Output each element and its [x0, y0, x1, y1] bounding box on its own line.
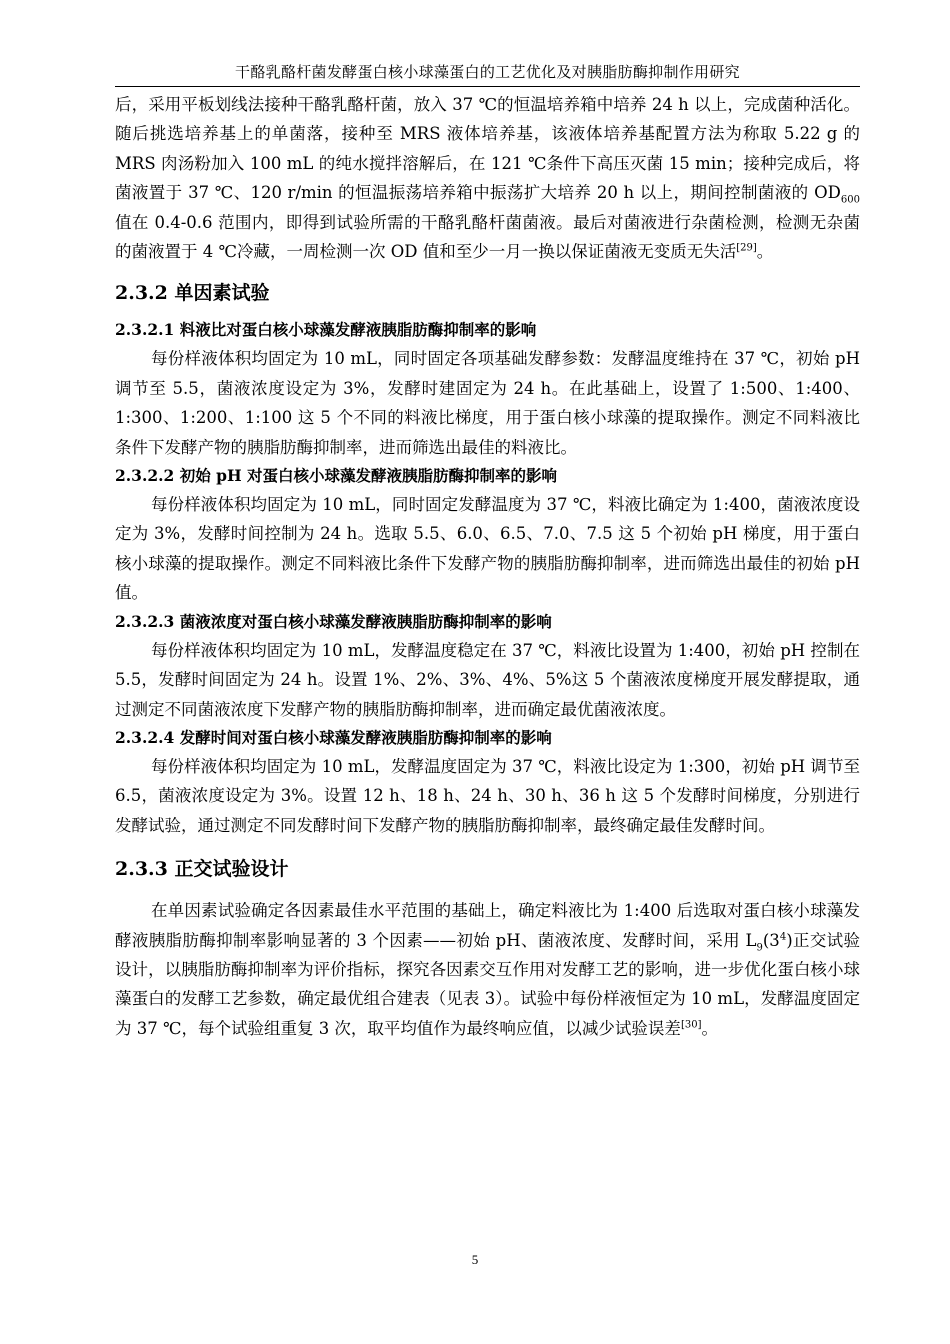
- page-number: 5: [471, 1252, 479, 1267]
- paragraph-2-3-2-2: 每份样液体积均固定为 10 mL，同时固定发酵温度为 37 ℃，料液比确定为 1:400，菌液浓度设定为 3%，发酵时间控制为 24 h。选取 5.5、6.0、6.5、7.0、7.5 这 5 个初始 pH 梯度，用于蛋白核小球藻的提取操作。测定不同料液比条件下发酵产物的胰脂肪酶抑制率，进而筛选出最佳的初始 pH 值。: [115, 495, 860, 603]
- subsection-heading-2-3-2-4: 2.3.2.4 发酵时间对蛋白核小球藻发酵液胰脂肪酶抑制率的影响: [115, 727, 552, 747]
- intro-paragraph: [115, 90, 860, 266]
- orthogonal-text-b: (3: [762, 930, 780, 950]
- header-rule: [115, 86, 860, 87]
- paragraph-2-3-2-4: 每份样液体积均固定为 10 mL，发酵温度固定为 37 ℃，料液比设定为 1:300，初始 pH 调节至 6.5，菌液浓度设定为 3%。设置 12 h、18 h、24 h、30 h、36 h 这 5 个发酵时间梯度，分别进行发酵试验，通过测定不同发酵时间下发酵产物的胰脂肪酶抑制率，最终确定最佳发酵时间。: [115, 756, 860, 835]
- od-subscript: 600: [840, 194, 860, 206]
- orthogonal-text-d: 。: [701, 1018, 718, 1038]
- paragraph-2-3-2-3: 每份样液体积均固定为 10 mL，发酵温度稳定在 37 ℃，料液比设置为 1:400，初始 pH 控制在 5.5，发酵时间固定为 24 h。设置 1%、2%、3%、4%、5%这 5 个菌液浓度梯度开展发酵提取，通过测定不同菌液浓度下发酵产物的胰脂肪酶抑制率，进而确定最优菌液浓度。: [115, 640, 860, 719]
- subsection-heading-2-3-2-2: 2.3.2.2 初始 pH 对蛋白核小球藻发酵液胰脂肪酶抑制率的影响: [115, 466, 558, 486]
- intro-text-a: 后，采用平板划线法接种干酪乳酪杆菌，放入 37 ℃的恒温培养箱中培养 24 h 以上，完成菌种活化。随后挑选培养基上的单菌落，接种至 MRS 液体培养基，该液体培养基配置方法为称取 5.22 g 的 MRS 肉汤粉加入 100 mL 的纯水搅拌溶解后，在 121 ℃条件下高压灭菌 15 min；接种完成后，将菌液置于 37 ℃、120 r/min 的恒温振荡培养箱中振荡扩大培养 20 h 以上，期间控制菌液的 OD: [115, 95, 860, 203]
- section-heading-2-3-3: 2.3.3 正交试验设计: [115, 858, 289, 881]
- intro-text-b: 值在 0.4-0.6 范围内，即得到试验所需的干酪乳酪杆菌菌液。最后对菌液进行杂菌检测，检测无杂菌的菌液置于 4 ℃冷藏，一周检测一次 OD 值和至少一月一换以保证菌液无变质无失活: [115, 212, 860, 262]
- intro-text-c: 。: [756, 242, 774, 262]
- citation-29: [29]: [736, 242, 757, 254]
- l9-subscript: 9: [756, 941, 763, 953]
- section-heading-2-3-2: 2.3.2 单因素试验: [115, 282, 270, 305]
- main-content: [115, 90, 860, 1043]
- paragraph-2-3-3: [115, 896, 860, 1043]
- running-header: 干酪乳酪杆菌发酵蛋白核小球藻蛋白的工艺优化及对胰脂肪酶抑制作用研究: [235, 63, 740, 81]
- orthogonal-text-c: )正交试验设计，以胰脂肪酶抑制率为评价指标，探究各因素交互作用对发酵工艺的影响，进一步优化蛋白核小球藻蛋白的发酵工艺参数，确定最优组合建表（见表 3）。试验中每份样液恒定为 10 mL，发酵温度固定为 37 ℃，每个试验组重复 3 次，取平均值作为最终响应值，以减少试验误差: [115, 930, 861, 1038]
- l9-superscript: 4: [779, 931, 787, 943]
- orthogonal-text-a: 在单因素试验确定各因素最佳水平范围的基础上，确定料液比为 1:400 后选取对蛋白核小球藻发酵液胰脂肪酶抑制率影响显著的 3 个因素——初始 pH、菌液浓度、发酵时间，采用 L: [115, 901, 860, 950]
- citation-30: [30]: [680, 1019, 702, 1031]
- subsection-heading-2-3-2-1: 2.3.2.1 料液比对蛋白核小球藻发酵液胰脂肪酶抑制率的影响: [115, 320, 537, 340]
- subsection-heading-2-3-2-3: 2.3.2.3 菌液浓度对蛋白核小球藻发酵液胰脂肪酶抑制率的影响: [115, 611, 552, 631]
- paragraph-2-3-2-1: 每份样液体积均固定为 10 mL，同时固定各项基础发酵参数：发酵温度维持在 37 ℃，初始 pH 调节至 5.5，菌液浓度设定为 3%，发酵时建固定为 24 h。在此基础上，设置了 1:500、1:400、1:300、1:200、1:100 这 5 个不同的料液比梯度，用于蛋白核小球藻的提取操作。测定不同料液比条件下发酵产物的胰脂肪酶抑制率，进而筛选出最佳的料液比。: [115, 349, 860, 457]
